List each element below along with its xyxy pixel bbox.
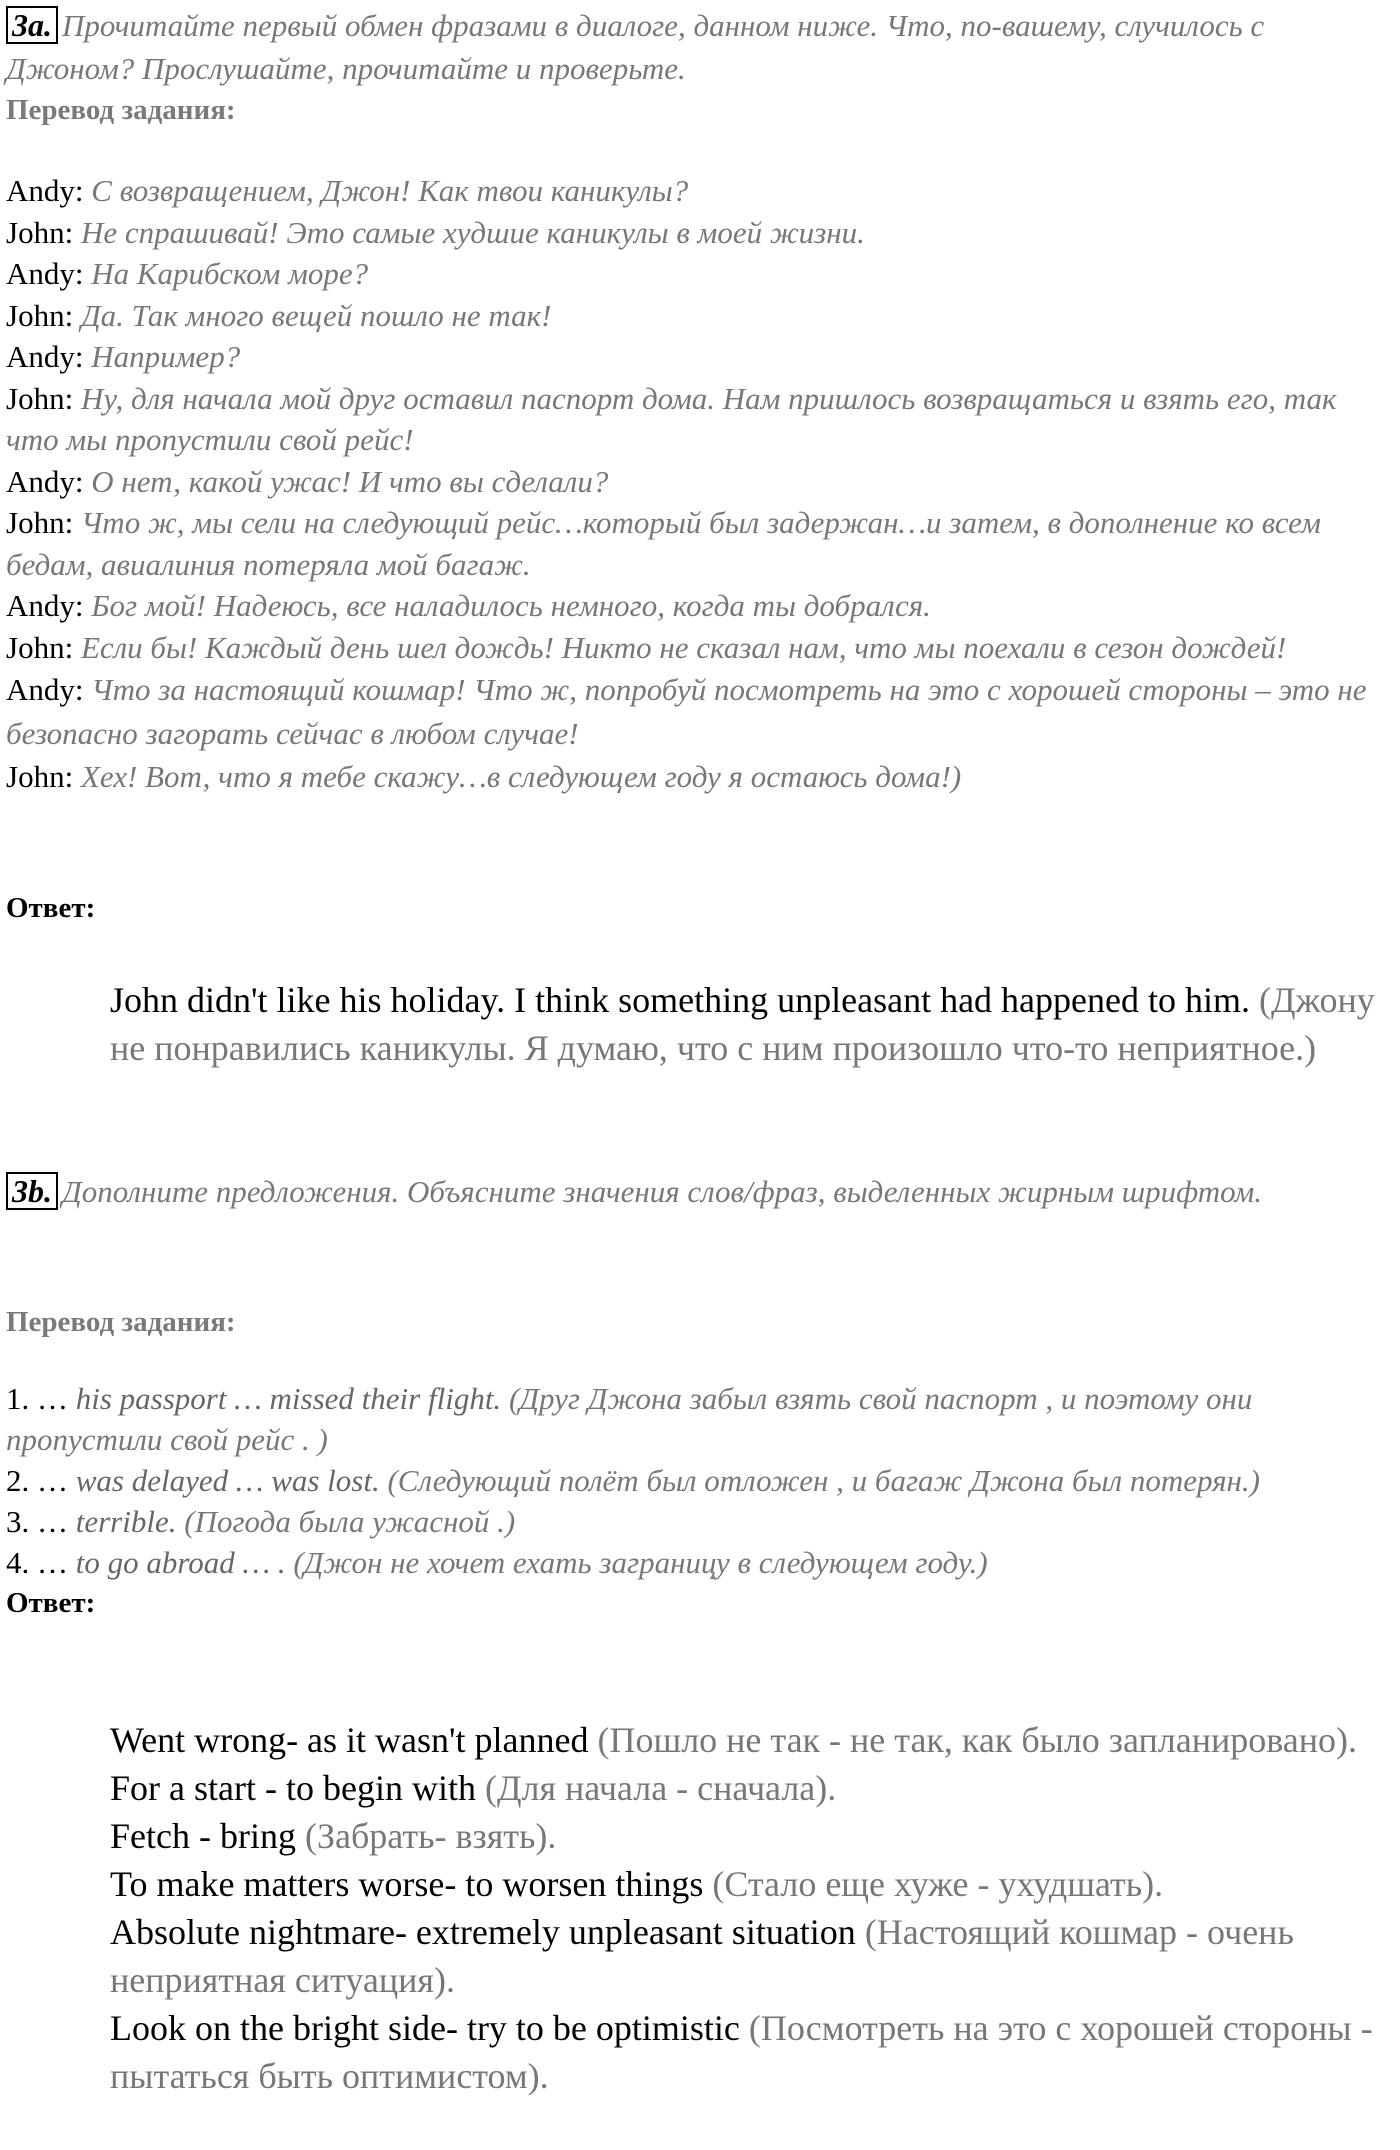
answer-item [110,1812,1380,1860]
item-number: 3. … [6,1504,68,1539]
item-en: terrible. [75,1504,177,1539]
answer-ru: (Посмотреть на это с хорошей стороны - пытаться быть оптимистом). [110,2008,1373,2096]
dialogue-line: John: Да. Так много вещей пошло не так! [6,297,552,333]
answer-en: Fetch - bring [110,1816,296,1856]
answer-3a [110,976,1380,1072]
dialogue-line: Andy: На Карибском море? [6,256,369,291]
answer-label: Ответ: [6,1587,96,1619]
answer-en: Look on the bright side- try to be optimistic [110,2008,740,2048]
item-ru: (Погода была ужасной .) [184,1504,516,1539]
translation-heading: Перевод задания: [6,94,236,126]
answer-label: Ответ: [6,892,96,924]
task-3b-items [6,1378,1394,1623]
answer-ru: (Для начала - сначала). [484,1768,837,1808]
list-item [6,1378,1394,1460]
answer-item [110,2004,1380,2100]
answer-3b [110,1716,1380,2100]
dialogue-line: John: Что ж, мы сели на следующий рейс…который был задержан…и затем, в дополнение ко всем бедам, авиалиния потеряла мой багаж. [6,505,1321,582]
answer-ru: (Настоящий кошмар - очень неприятная ситуация). [110,1912,1294,2000]
list-item [6,1460,1394,1501]
speaker: Andy [6,463,75,499]
item-ru: (Друг Джона забыл взять свой паспорт , и поэтому они пропустили свой рейс . ) [6,1381,1253,1457]
item-en: was delayed … was lost. [75,1463,380,1498]
answer-item [110,1908,1380,2004]
item-number: 4. … [6,1545,68,1580]
line-text: Ну, для начала мой друг оставил паспорт дома. Нам пришлось возвращаться и взять его, так что мы пропустили свой рейс! [6,380,1337,457]
dialogue-line: John: Не спрашивай! Это самые худшие каникулы в моей жизни. [6,214,865,250]
dialogue-line: John: Ну, для начала мой друг оставил паспорт дома. Нам пришлось возвращаться и взять его, так что мы пропустили свой рейс! [6,380,1337,457]
answer-ru: (Пошло не так - не так, как было запланировано). [597,1720,1358,1760]
answer-en: To make matters worse- to worsen things [110,1864,704,1904]
speaker: Andy [6,339,75,374]
item-number: 2. … [6,1463,68,1498]
answer-item [110,1860,1380,1908]
task-badge: 3b. [6,1172,58,1210]
list-item [6,1542,1394,1583]
answer-en: John didn't like his holiday. I think something unpleasant had happened to him. [110,980,1250,1020]
answer-en: Went wrong- as it wasn't planned [110,1720,589,1760]
task-3b [6,1170,1394,1213]
speaker: Andy [6,256,75,291]
dialogue-line: Andy: С возвращением, Джон! Как твои каникулы? [6,173,689,208]
line-text: Что ж, мы сели на следующий рейс…который был задержан…и затем, в дополнение ко всем бедам, авиалиния потеряла мой багаж. [6,505,1321,582]
answer-item [110,1764,1380,1812]
line-text: Не спрашивай! Это самые худшие каникулы в моей жизни. [80,214,865,250]
dialogue [6,170,1394,798]
line-text: Что за настоящий кошмар! Что ж, попробуй посмотреть на это с хорошей стороны – это не безопасно загорать сейчас в любом случае! [6,672,1367,751]
task-badge: 3a. [6,6,58,44]
line-text: На Карибском море? [91,256,369,291]
task-3a-header [6,4,1394,90]
dialogue-line: Andy: Например? [6,339,241,374]
task-3b-header [6,1170,1394,1213]
line-text: Да. Так много вещей пошло не так! [80,297,552,333]
answer-en: Absolute nightmare- extremely unpleasant situation [110,1912,856,1952]
task-instruction: Прочитайте первый обмен фразами в диалоге, данном ниже. Что, по-вашему, случилось с Джоном? Прослушайте, прочитайте и проверьте. [6,8,1265,86]
item-ru: (Следующий полёт был отложен , и багаж Джона был потерян.) [387,1463,1261,1498]
line-text: Хех! Вот, что я тебе скажу…в следующем году я остаюсь дома!) [80,759,962,794]
speaker: John [6,380,65,416]
line-text: О нет, какой ужас! И что вы сделали? [91,463,609,499]
item-en: his passport … missed their flight. [75,1381,502,1416]
speaker: Andy [6,588,75,623]
line-text: Например? [91,339,241,374]
speaker: John [6,505,65,540]
speaker: John [6,759,65,794]
translation-heading: Перевод задания: [6,1306,236,1338]
list-item [6,1501,1394,1542]
item-ru: (Джон не хочет ехать заграницу в следующем году.) [293,1545,988,1580]
answer-item [110,1716,1380,1764]
answer-ru: (Стало еще хуже - ухудшать). [712,1864,1164,1904]
task-3a [6,4,1394,798]
dialogue-line: Andy: Что за настоящий кошмар! Что ж, попробуй посмотреть на это с хорошей стороны – это не безопасно загорать сейчас в любом случае! [6,672,1367,751]
answer-ru: (Джону не понравились каникулы. Я думаю, что с ним произошло что-то неприятное.) [110,980,1375,1068]
speaker: John [6,214,65,250]
item-en: to go abroad … . [75,1545,286,1580]
answer-en: For a start - to begin with [110,1768,476,1808]
dialogue-line: John: Если бы! Каждый день шел дождь! Никто не сказал нам, что мы поехали в сезон дождей! [6,629,1287,665]
task-instruction: Дополните предложения. Объясните значения слов/фраз, выделенных жирным шрифтом. [62,1174,1263,1209]
speaker: Andy [6,173,75,208]
answer-ru: (Забрать- взять). [304,1816,557,1856]
speaker: John [6,629,65,665]
speaker: Andy [6,672,75,707]
dialogue-line: Andy: Бог мой! Надеюсь, все наладилось немного, когда ты добрался. [6,588,931,623]
dialogue-line: John: Хех! Вот, что я тебе скажу…в следующем году я остаюсь дома!) [6,759,962,794]
line-text: С возвращением, Джон! Как твои каникулы? [91,173,689,208]
line-text: Бог мой! Надеюсь, все наладилось немного, когда ты добрался. [91,588,931,623]
dialogue-line: Andy: О нет, какой ужас! И что вы сделали? [6,463,609,499]
line-text: Если бы! Каждый день шел дождь! Никто не сказал нам, что мы поехали в сезон дождей! [80,629,1287,665]
speaker: John [6,297,65,333]
item-number: 1. … [6,1381,68,1416]
